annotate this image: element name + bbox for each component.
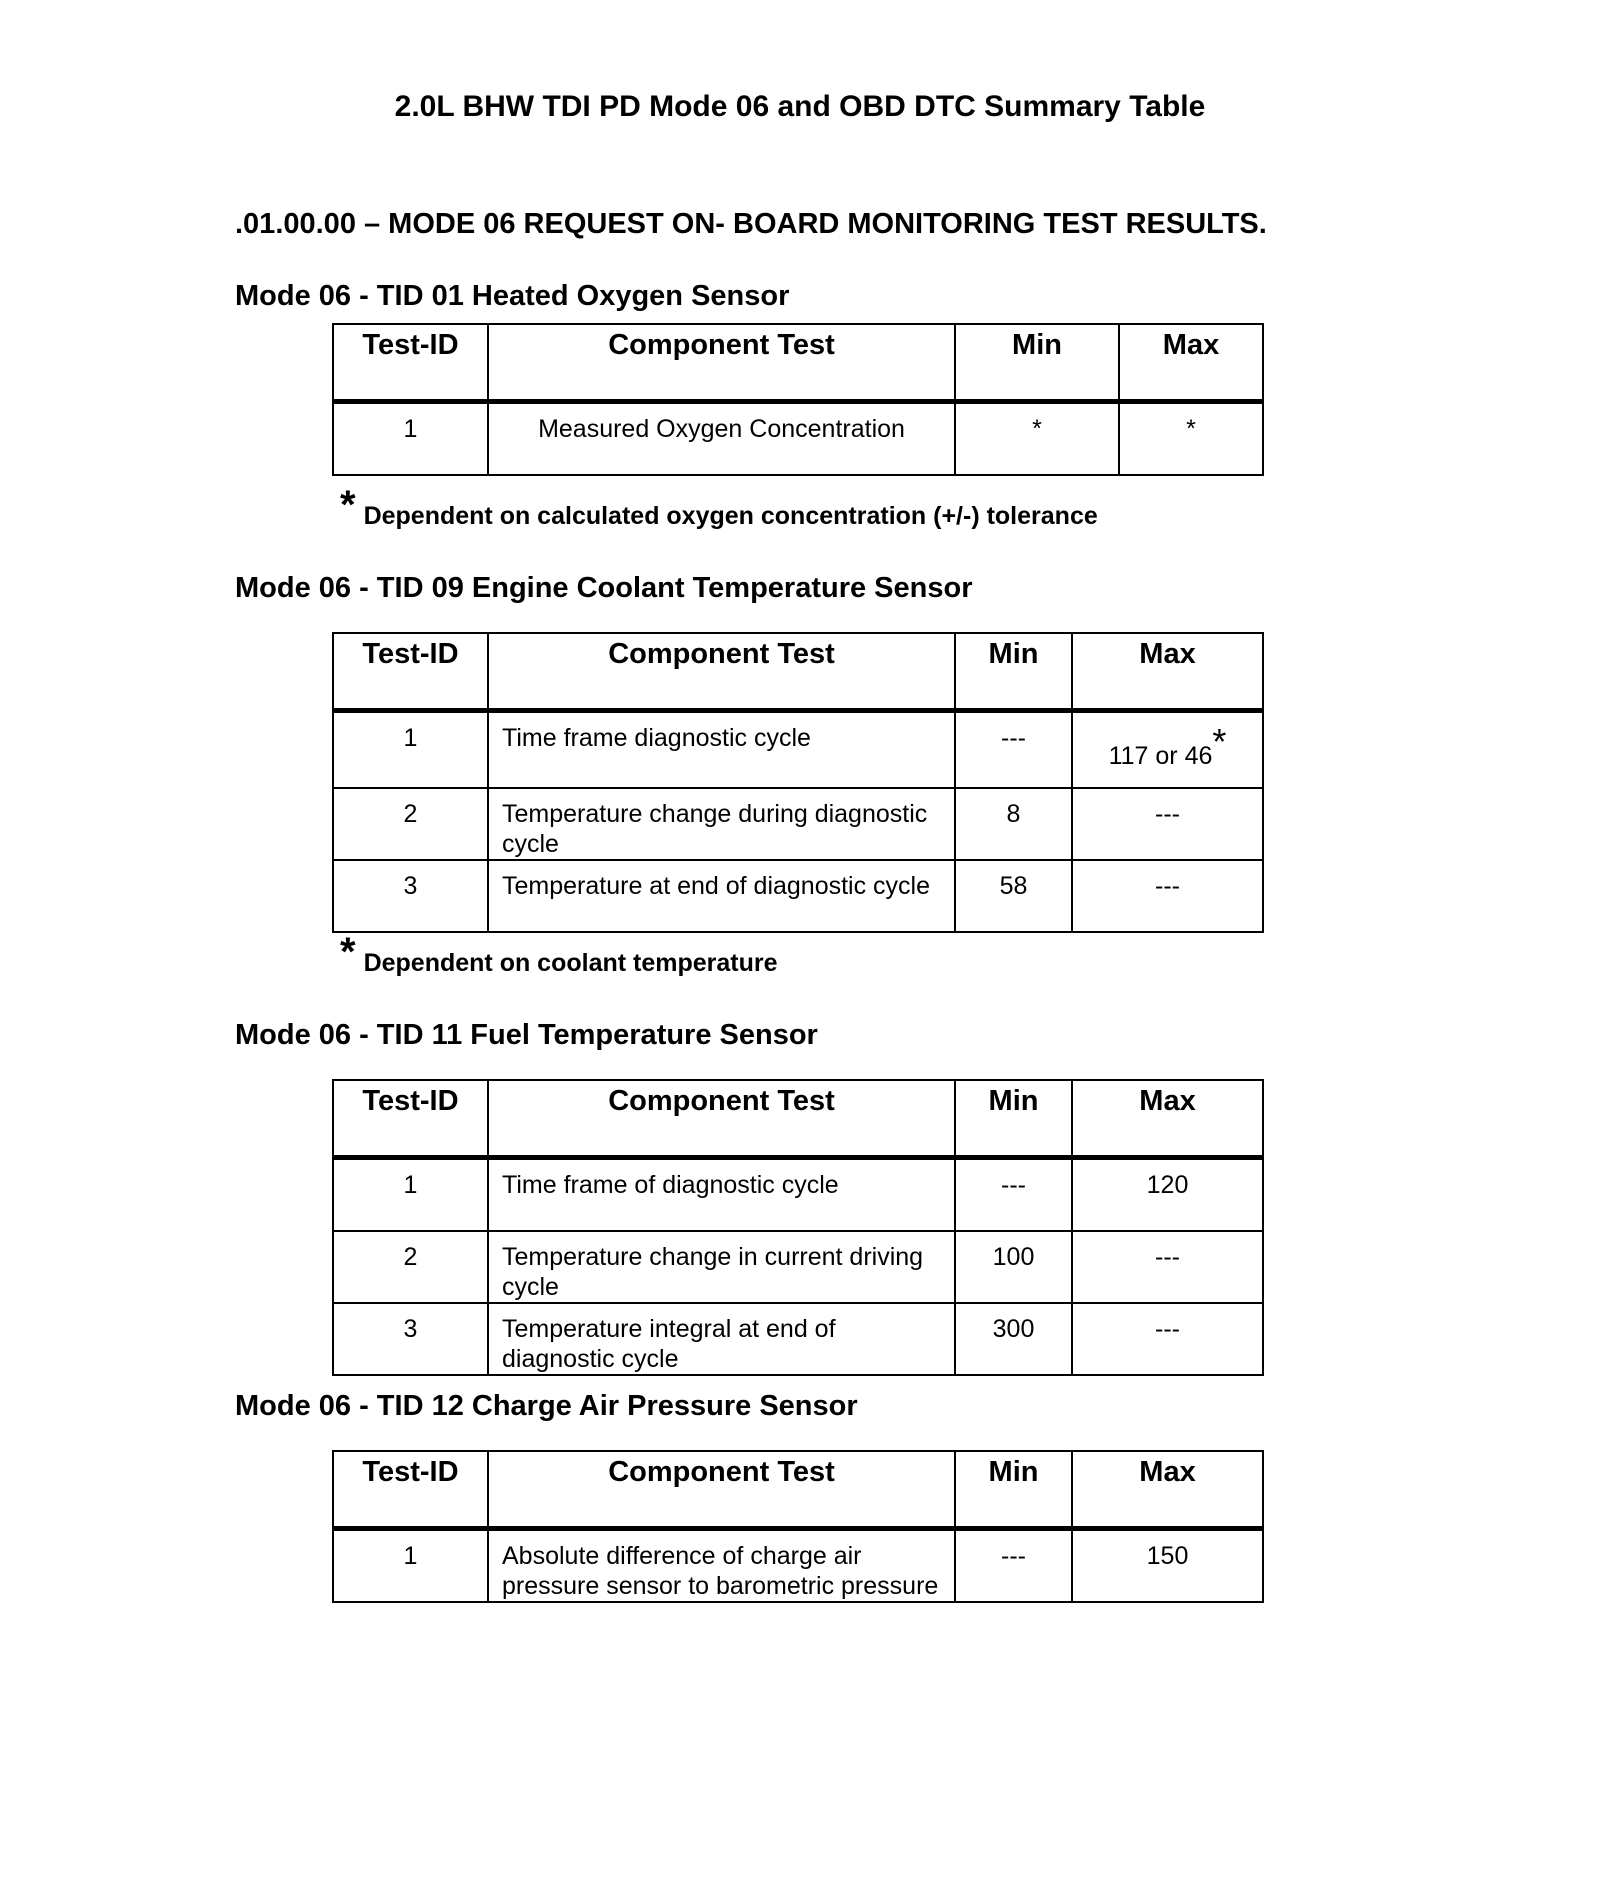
- document-title: 2.0L BHW TDI PD Mode 06 and OBD DTC Summary Table: [394, 90, 1206, 123]
- test-id-cell: 1: [333, 402, 488, 476]
- max-cell: *: [1119, 402, 1263, 476]
- header-max: Max: [1072, 1080, 1263, 1158]
- max-cell: ---: [1072, 788, 1263, 860]
- max-cell: 150: [1072, 1529, 1263, 1603]
- component-cell: Time frame diagnostic cycle: [488, 711, 955, 789]
- max-cell: [1072, 711, 1263, 789]
- section-heading: .01.00.00 – MODE 06 REQUEST ON- BOARD MONITORING TEST RESULTS.: [235, 208, 1267, 240]
- footnote-text: Dependent on coolant temperature: [363, 949, 778, 977]
- component-cell: Temperature change in current driving cycle: [488, 1231, 955, 1303]
- max-cell: ---: [1072, 1303, 1263, 1375]
- tid01-footnote: [340, 483, 1098, 531]
- min-cell: ---: [955, 1529, 1072, 1603]
- tid12-title: Mode 06 - TID 12 Charge Air Pressure Sensor: [235, 1390, 858, 1422]
- table-row: [333, 1303, 1263, 1375]
- header-component-test: Component Test: [488, 1451, 955, 1529]
- max-cell: ---: [1072, 860, 1263, 932]
- header-test-id: Test-ID: [333, 324, 488, 402]
- tid01-title: Mode 06 - TID 01 Heated Oxygen Sensor: [235, 280, 790, 312]
- header-min: Min: [955, 633, 1072, 711]
- tid12-table: [332, 1450, 1264, 1603]
- min-cell: ---: [955, 1158, 1072, 1232]
- max-cell: ---: [1072, 1231, 1263, 1303]
- table-row: [333, 1158, 1263, 1232]
- test-id-cell: 1: [333, 1529, 488, 1603]
- component-cell: Temperature integral at end of diagnostic cycle: [488, 1303, 955, 1375]
- table-header-row: [333, 324, 1263, 402]
- test-id-cell: 1: [333, 711, 488, 789]
- table-row: [333, 402, 1263, 476]
- min-cell: 58: [955, 860, 1072, 932]
- tid09-title: Mode 06 - TID 09 Engine Coolant Temperature Sensor: [235, 572, 973, 604]
- table-row: [333, 711, 1263, 789]
- header-test-id: Test-ID: [333, 633, 488, 711]
- min-cell: 300: [955, 1303, 1072, 1375]
- table-row: [333, 860, 1263, 932]
- component-cell: Temperature change during diagnostic cycle: [488, 788, 955, 860]
- test-id-cell: 3: [333, 1303, 488, 1375]
- header-test-id: Test-ID: [333, 1451, 488, 1529]
- header-max: Max: [1072, 1451, 1263, 1529]
- min-cell: *: [955, 402, 1119, 476]
- component-cell: Time frame of diagnostic cycle: [488, 1158, 955, 1232]
- tid09-table: [332, 632, 1264, 933]
- header-test-id: Test-ID: [333, 1080, 488, 1158]
- table-header-row: [333, 1080, 1263, 1158]
- test-id-cell: 3: [333, 860, 488, 932]
- footnote-asterisk: *: [340, 930, 356, 974]
- header-min: Min: [955, 1451, 1072, 1529]
- table-row: [333, 1231, 1263, 1303]
- min-cell: ---: [955, 711, 1072, 789]
- max-asterisk: *: [1212, 721, 1227, 762]
- max-value: 117 or 46: [1108, 742, 1213, 770]
- tid09-footnote: [340, 930, 778, 978]
- min-cell: 8: [955, 788, 1072, 860]
- test-id-cell: 2: [333, 1231, 488, 1303]
- header-max: Max: [1072, 633, 1263, 711]
- component-cell: Measured Oxygen Concentration: [488, 402, 955, 476]
- table-row: [333, 1529, 1263, 1603]
- test-id-cell: 2: [333, 788, 488, 860]
- component-cell: Absolute difference of charge air pressure sensor to barometric pressure: [488, 1529, 955, 1603]
- tid11-title: Mode 06 - TID 11 Fuel Temperature Sensor: [235, 1019, 818, 1051]
- header-min: Min: [955, 324, 1119, 402]
- header-component-test: Component Test: [488, 324, 955, 402]
- test-id-cell: 1: [333, 1158, 488, 1232]
- component-cell: Temperature at end of diagnostic cycle: [488, 860, 955, 932]
- tid01-table: [332, 323, 1264, 476]
- header-component-test: Component Test: [488, 1080, 955, 1158]
- max-cell: 120: [1072, 1158, 1263, 1232]
- header-min: Min: [955, 1080, 1072, 1158]
- table-header-row: [333, 633, 1263, 711]
- header-component-test: Component Test: [488, 633, 955, 711]
- header-max: Max: [1119, 324, 1263, 402]
- tid11-table: [332, 1079, 1264, 1376]
- min-cell: 100: [955, 1231, 1072, 1303]
- table-row: [333, 788, 1263, 860]
- footnote-asterisk: *: [340, 483, 356, 527]
- table-header-row: [333, 1451, 1263, 1529]
- footnote-text: Dependent on calculated oxygen concentration (+/-) tolerance: [363, 502, 1098, 530]
